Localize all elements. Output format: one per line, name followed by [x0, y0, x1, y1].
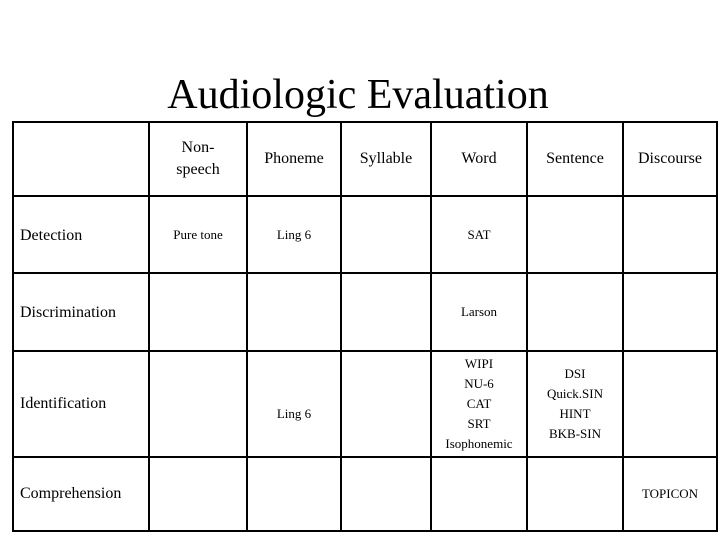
- cell-identification-sentence: [528, 352, 622, 456]
- test-item: NU-6: [464, 376, 494, 391]
- test-item: WIPI: [464, 356, 494, 371]
- col-header-nonspeech: [150, 123, 246, 195]
- test-item: Isophonemic: [445, 436, 513, 451]
- col-header-nonspeech-line2: speech: [176, 161, 220, 178]
- row-label-identification: Identification: [20, 395, 107, 412]
- cell-identification-word: [432, 352, 526, 456]
- cell-discrimination-word: Larson: [460, 304, 498, 319]
- cell-detection-word: SAT: [467, 227, 491, 242]
- test-item: HINT: [559, 406, 591, 421]
- col-header-word: Word: [461, 150, 497, 167]
- col-header-nonspeech-line1: Non-: [181, 139, 215, 156]
- test-item: BKB-SIN: [548, 426, 601, 441]
- col-header-discourse: Discourse: [638, 150, 702, 167]
- test-item: DSI: [564, 366, 586, 381]
- cell-detection-phoneme: Ling 6: [276, 227, 312, 242]
- test-item: SRT: [467, 416, 491, 431]
- col-header-phoneme: Phoneme: [264, 150, 324, 167]
- col-header-sentence: Sentence: [546, 150, 604, 167]
- test-item: Quick.SIN: [547, 386, 603, 401]
- row-label-discrimination: Discrimination: [20, 304, 116, 321]
- table-border-right: [716, 121, 718, 532]
- row-label-detection: Detection: [20, 227, 83, 244]
- cell-identification-phoneme: Ling 6: [276, 406, 312, 421]
- row-label-comprehension: Comprehension: [20, 485, 122, 502]
- page-title: Audiologic Evaluation: [167, 72, 549, 118]
- col-header-syllable: Syllable: [359, 150, 413, 167]
- cell-comprehension-discourse: TOPICON: [641, 486, 699, 501]
- test-item: CAT: [466, 396, 492, 411]
- cell-detection-nonspeech: Pure tone: [173, 227, 223, 242]
- table-border-bottom: [12, 530, 718, 532]
